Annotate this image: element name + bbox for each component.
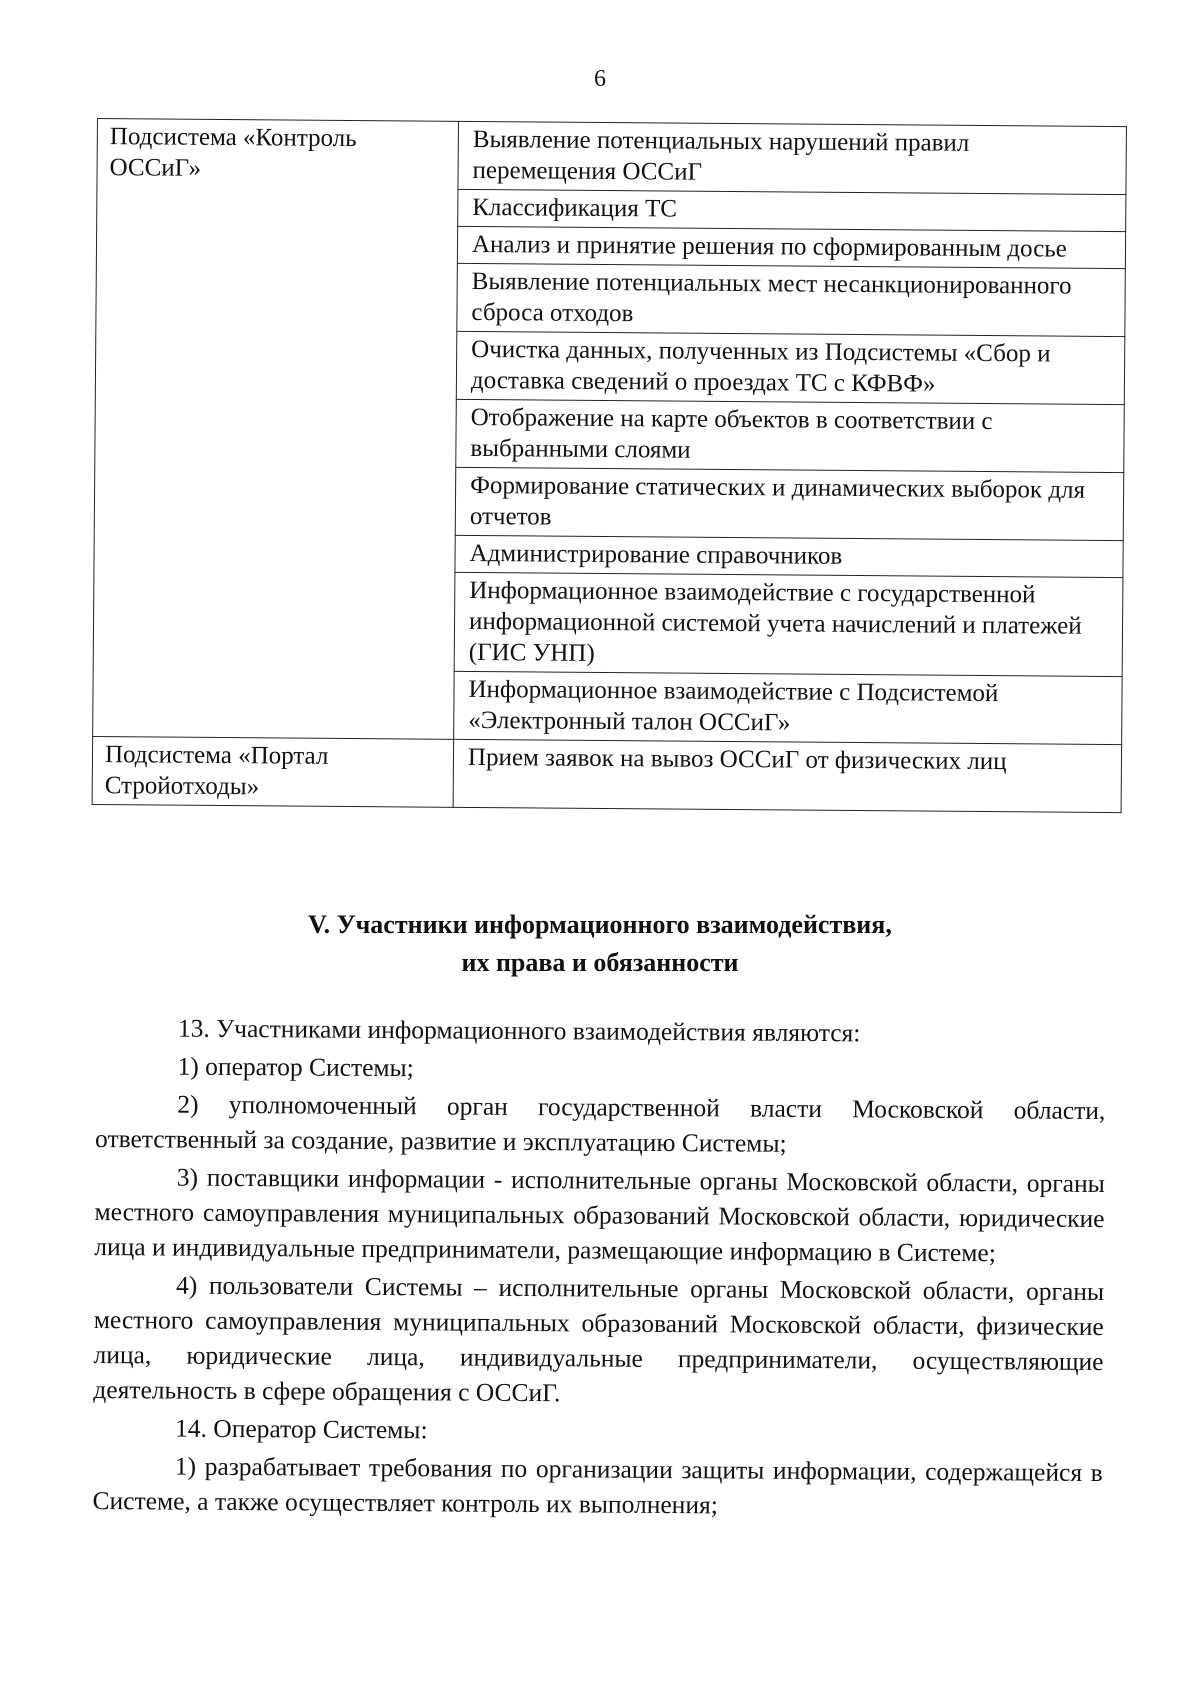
function-cell: Отображение на карте объектов в соответствии с выбранными слоями: [456, 399, 1125, 472]
paragraph: 13. Участниками информационного взаимодействия являются:: [177, 1013, 861, 1048]
paragraph: 3) поставщики информации - исполнительные органы Московской области, органы местного самоуправления муниципальных образований Московской области, юридические лица и индивидуальные предприниматели, размещающие информацию в Системе;: [94, 1162, 1105, 1268]
section-heading-line2: их права и обязанности: [461, 948, 739, 977]
subsystem-cell: Подсистема «Портал Стройотходы»: [92, 736, 454, 807]
paragraph: 14. Оператор Системы:: [174, 1413, 428, 1445]
paragraph: 2) уполномоченный орган государственной власти Московской области, ответственный за создание, развитие и эксплуатацию Системы;: [95, 1089, 1106, 1158]
paragraph: 1) оператор Системы;: [177, 1051, 414, 1083]
function-cell: Информационное взаимодействие с государственной информационной системой учета начислений и платежей (ГИС УНП): [454, 572, 1123, 676]
function-cell: Анализ и принятие решения по сформированным досье: [457, 226, 1125, 268]
paragraph: 4) пользователи Системы – исполнительные органы Московской области, органы местного самоуправления муниципальных образований Московской области, физические лица, юридические лица, индивидуальные предприниматели, осуществляющие деятельность в сфере обращения с ОССиГ.: [93, 1270, 1105, 1408]
function-cell: Классификация ТС: [458, 189, 1126, 231]
table-row: [92, 736, 1122, 812]
function-cell: Очистка данных, полученных из Подсистемы «Сбор и доставка сведений о проездах ТС с КФВФ»: [456, 331, 1125, 404]
section-heading: [0, 906, 1200, 982]
function-cell: Формирование статических и динамических выборок для отчетов: [455, 467, 1124, 540]
function-cell: Администрирование справочников: [455, 535, 1123, 577]
paragraph: 1) разрабатывает требования по организации защиты информации, содержащейся в Системе, а также осуществляет контроль их выполнения;: [92, 1451, 1103, 1520]
function-cell: Выявление потенциальных нарушений правил перемещения ОССиГ: [458, 121, 1127, 194]
table-row: [97, 119, 1127, 195]
function-cell: Информационное взаимодействие с Подсистемой «Электронный талон ОССиГ»: [454, 671, 1123, 744]
subsystem-functions-table: [92, 118, 1127, 813]
function-cell: Выявление потенциальных мест несанкционированного сброса отходов: [457, 263, 1126, 336]
page-number: 6: [594, 66, 606, 92]
subsystem-cell: Подсистема «Контроль ОССиГ»: [93, 119, 459, 740]
body-text: [92, 1010, 1106, 1528]
section-heading-line1: V. Участники информационного взаимодействия,: [308, 910, 892, 939]
function-cell: Прием заявок на вывоз ОССиГ от физических лиц: [453, 739, 1122, 812]
